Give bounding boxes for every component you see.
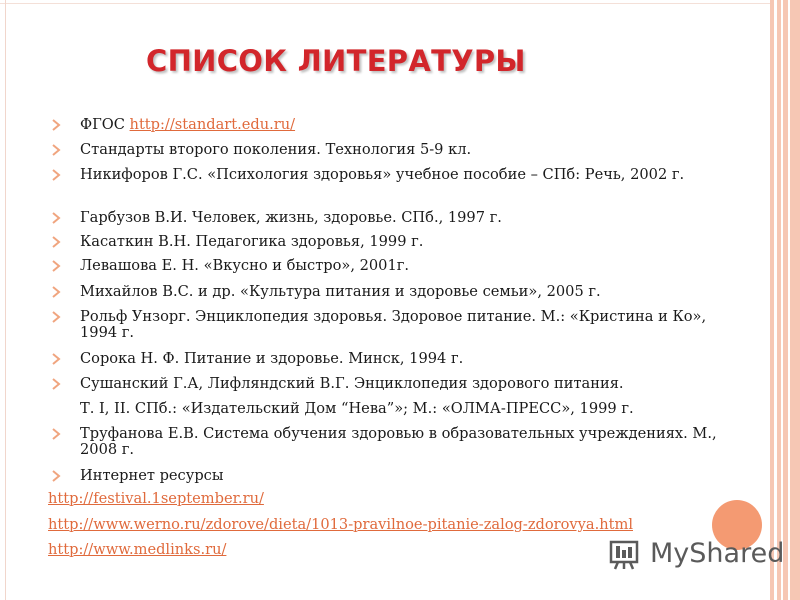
- chevron-right-icon: [50, 236, 62, 248]
- frame-stripe: [781, 0, 783, 600]
- list-item-text: Интернет ресурсы: [80, 467, 224, 484]
- list-item: [80, 210, 725, 226]
- frame-right-border: [770, 0, 800, 600]
- chevron-right-icon: [50, 470, 62, 482]
- chevron-right-icon: [50, 260, 62, 272]
- chevron-right-icon: [50, 212, 62, 224]
- list-item: [80, 376, 725, 392]
- list-item: [80, 351, 725, 367]
- list-item-text: ФГОС: [80, 116, 130, 133]
- frame-stripe: [788, 0, 790, 600]
- list-item-text: Труфанова Е.В. Система обучения здоровью в образовательных учреждениях. М., 2008 г.: [80, 425, 717, 458]
- list-item-text: Рольф Унзорг. Энциклопедия здоровья. Здоровое питание. М.: «Кристина и Ко», 1994 г.: [80, 308, 707, 341]
- myshared-text: MyShared: [650, 538, 785, 569]
- list-item: [80, 258, 725, 274]
- chevron-right-icon: [50, 286, 62, 298]
- myshared-logo-icon: [608, 536, 644, 572]
- chevron-right-icon: [50, 119, 62, 131]
- chevron-right-icon: [50, 378, 62, 390]
- list-item: [80, 309, 725, 341]
- list-item-continuation: Т. I, II. СПб.: «Издательский Дом “Нева”»; М.: «ОЛМА-ПРЕСС», 1999 г.: [80, 400, 634, 417]
- frame-stripe: [774, 0, 777, 600]
- list-item: [80, 117, 725, 133]
- medlinks-link[interactable]: http://www.medlinks.ru/: [48, 541, 227, 558]
- list-item: [80, 142, 725, 158]
- myshared-watermark: [604, 532, 785, 576]
- frame-top-line: [0, 3, 770, 4]
- list-item-text: Гарбузов В.И. Человек, жизнь, здоровье. СПб., 1997 г.: [80, 209, 502, 226]
- werno-link[interactable]: http://www.werno.ru/zdorove/dieta/1013-pravilnoe-pitanie-zalog-zdorovya.html: [48, 516, 633, 533]
- list-item: [80, 234, 725, 250]
- list-item: [80, 426, 725, 458]
- list-item: [80, 284, 725, 300]
- chevron-right-icon: [50, 311, 62, 323]
- list-item-text: Левашова Е. Н. «Вкусно и быстро», 2001г.: [80, 257, 410, 274]
- standart-link[interactable]: http://standart.edu.ru/: [129, 116, 296, 133]
- list-item-text: Стандарты второго поколения. Технология 5-9 кл.: [80, 141, 472, 158]
- list-item-text: Никифоров Г.С. «Психология здоровья» учебное пособие – СПб: Речь, 2002 г.: [80, 166, 685, 183]
- list-item: [80, 167, 725, 183]
- chevron-right-icon: [50, 428, 62, 440]
- list-item-text: Сорока Н. Ф. Питание и здоровье. Минск, 1994 г.: [80, 350, 464, 367]
- chevron-right-icon: [50, 169, 62, 181]
- frame-left-line: [5, 0, 6, 600]
- list-item-text: Михайлов В.С. и др. «Культура питания и здоровье семьи», 2005 г.: [80, 283, 601, 300]
- list-item-text: Касаткин В.Н. Педагогика здоровья, 1999 г.: [80, 233, 424, 250]
- festival-link[interactable]: http://festival.1september.ru/: [48, 490, 264, 507]
- list-item: [80, 468, 725, 484]
- list-item-text: Сушанский Г.А, Лифляндский В.Г. Энциклопедия здорового питания.: [80, 375, 624, 392]
- slide-title: СПИСОК ЛИТЕРАТУРЫ: [146, 44, 526, 78]
- chevron-right-icon: [50, 144, 62, 156]
- chevron-right-icon: [50, 353, 62, 365]
